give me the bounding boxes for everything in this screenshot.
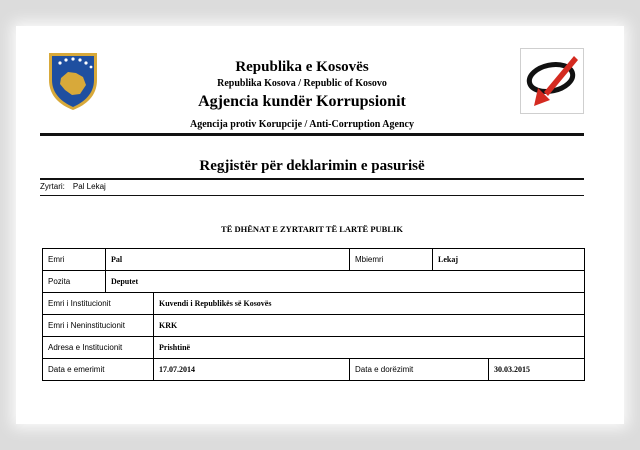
document-title: Regjistër për deklarimin e pasurisë [199,158,425,174]
dorezimit-value: 30.03.2015 [489,359,585,381]
official-label: Zyrtari: [40,182,65,191]
emri-value: Pal [106,249,350,271]
official-divider [40,195,584,196]
anti-corruption-logo-icon [520,48,584,114]
document-page [16,26,624,424]
nen-institucioni-label: Emri i Neninstitucionit [43,315,154,337]
mbiemri-value: Lekaj [433,249,585,271]
official-name: Pal Lekaj [72,182,106,191]
republic-subtitle: Republika Kosova / Republic of Kosovo [217,78,387,89]
official-data-table [42,248,585,381]
institucioni-label: Emri i Institucionit [43,293,154,315]
table-row [43,337,585,359]
pozita-label: Pozita [43,271,106,293]
table-row [43,271,585,293]
institucioni-value: Kuvendi i Republikës së Kosovës [154,293,585,315]
header-divider [40,133,584,136]
agency-subtitle: Agencija protiv Korupcije / Anti-Corruption Agency [190,119,414,130]
kosovo-emblem-icon [46,50,100,112]
table-row [43,293,585,315]
table-row [43,315,585,337]
pozita-value: Deputet [106,271,585,293]
republic-title: Republika e Kosovës [235,59,369,75]
adresa-label: Adresa e Institucionit [43,337,154,359]
dorezimit-label: Data e dorëzimit [350,359,489,381]
adresa-value: Prishtinë [154,337,585,359]
table-row [43,359,585,381]
emerimit-value: 17.07.2014 [154,359,350,381]
nen-institucioni-value: KRK [154,315,585,337]
mbiemri-label: Mbiemri [350,249,433,271]
agency-title: Agjencia kundër Korrupsionit [198,93,406,110]
title-divider [40,178,584,180]
emerimit-label: Data e emerimit [43,359,154,381]
table-row [43,249,585,271]
emri-label: Emri [43,249,106,271]
official-line [40,182,106,191]
section-title: TË DHËNAT E ZYRTARIT TË LARTË PUBLIK [221,224,403,234]
